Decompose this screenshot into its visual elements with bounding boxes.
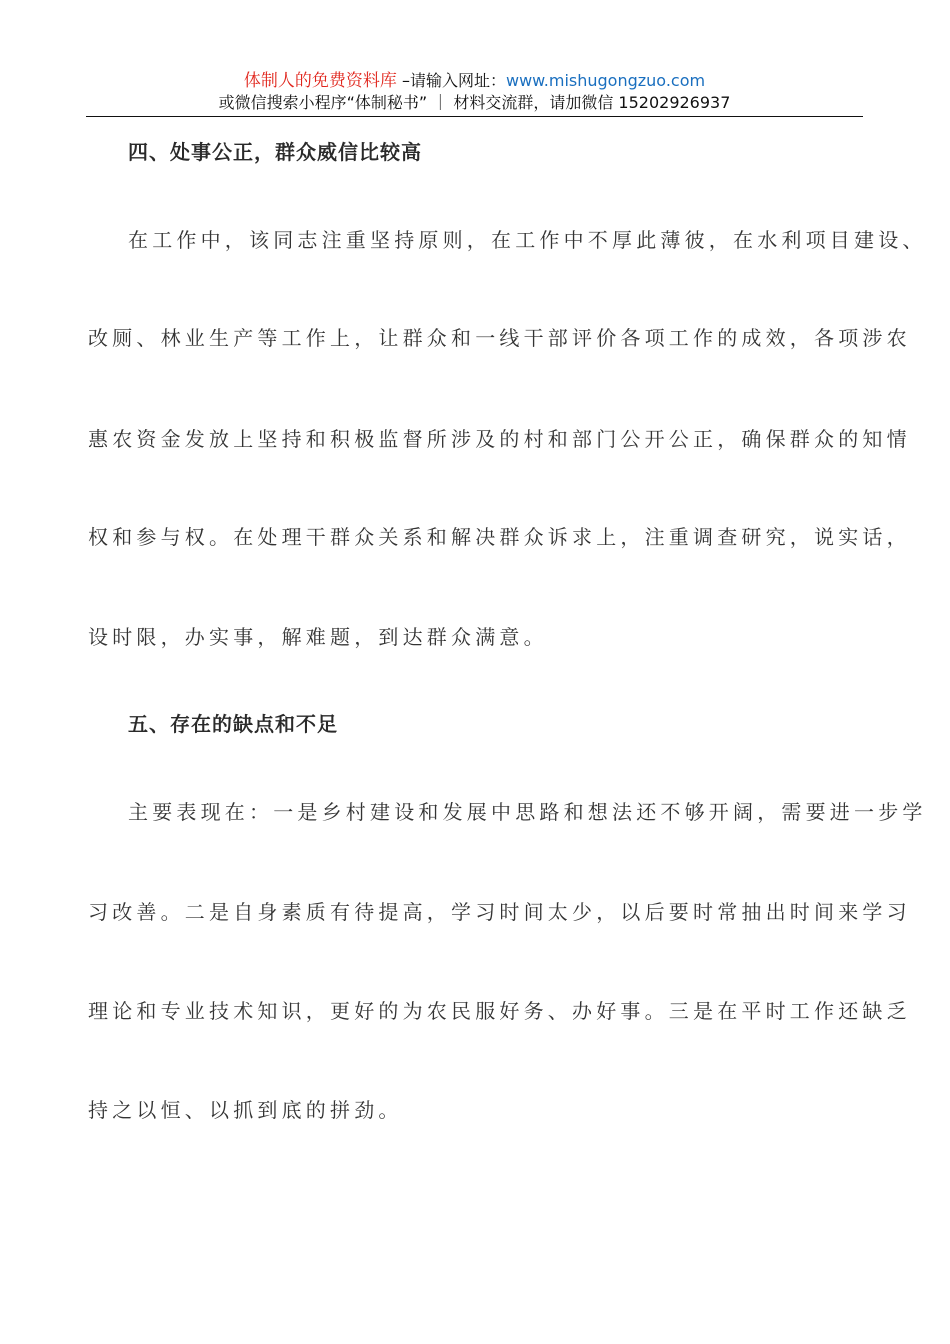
section-heading-4: 四、处事公正，群众威信比较高 — [128, 140, 422, 164]
paragraph-line: 改厕、林业生产等工作上，让群众和一线干部评价各项工作的成效，各项涉农 — [88, 326, 911, 350]
paragraph-line: 理论和专业技术知识，更好的为农民服好务、办好事。三是在平时工作还缺乏 — [88, 999, 911, 1023]
paragraph-line: 主要表现在：一是乡村建设和发展中思路和想法还不够开阔，需要进一步学 — [128, 800, 927, 824]
section-heading-5: 五、存在的缺点和不足 — [128, 712, 338, 736]
brand-title: 体制人的免费资料库 — [243, 71, 397, 91]
paragraph-line: 在工作中，该同志注重坚持原则，在工作中不厚此薄彼，在水利项目建设、 — [128, 228, 927, 252]
url-prompt: –请输入网址： — [396, 71, 506, 90]
header-line-2: 或微信搜索小程序“体制秘书” ｜ 材料交流群，请加微信 15202926937 — [218, 93, 731, 112]
paragraph-line: 权和参与权。在处理干群众关系和解决群众诉求上，注重调查研究，说实话， — [88, 525, 911, 549]
website-link[interactable]: www.mishugongzuo.com — [506, 71, 706, 90]
paragraph-line: 习改善。二是自身素质有待提高，学习时间太少，以后要时常抽出时间来学习 — [88, 900, 911, 924]
paragraph-line: 设时限，办实事，解难题，到达群众满意。 — [88, 625, 548, 649]
paragraph-line: 持之以恒、以抓到底的拼劲。 — [88, 1098, 403, 1122]
header-line-1 — [86, 70, 863, 92]
header-divider — [86, 116, 863, 117]
page-header — [86, 70, 863, 114]
paragraph-line: 惠农资金发放上坚持和积极监督所涉及的村和部门公开公正，确保群众的知情 — [88, 427, 911, 451]
